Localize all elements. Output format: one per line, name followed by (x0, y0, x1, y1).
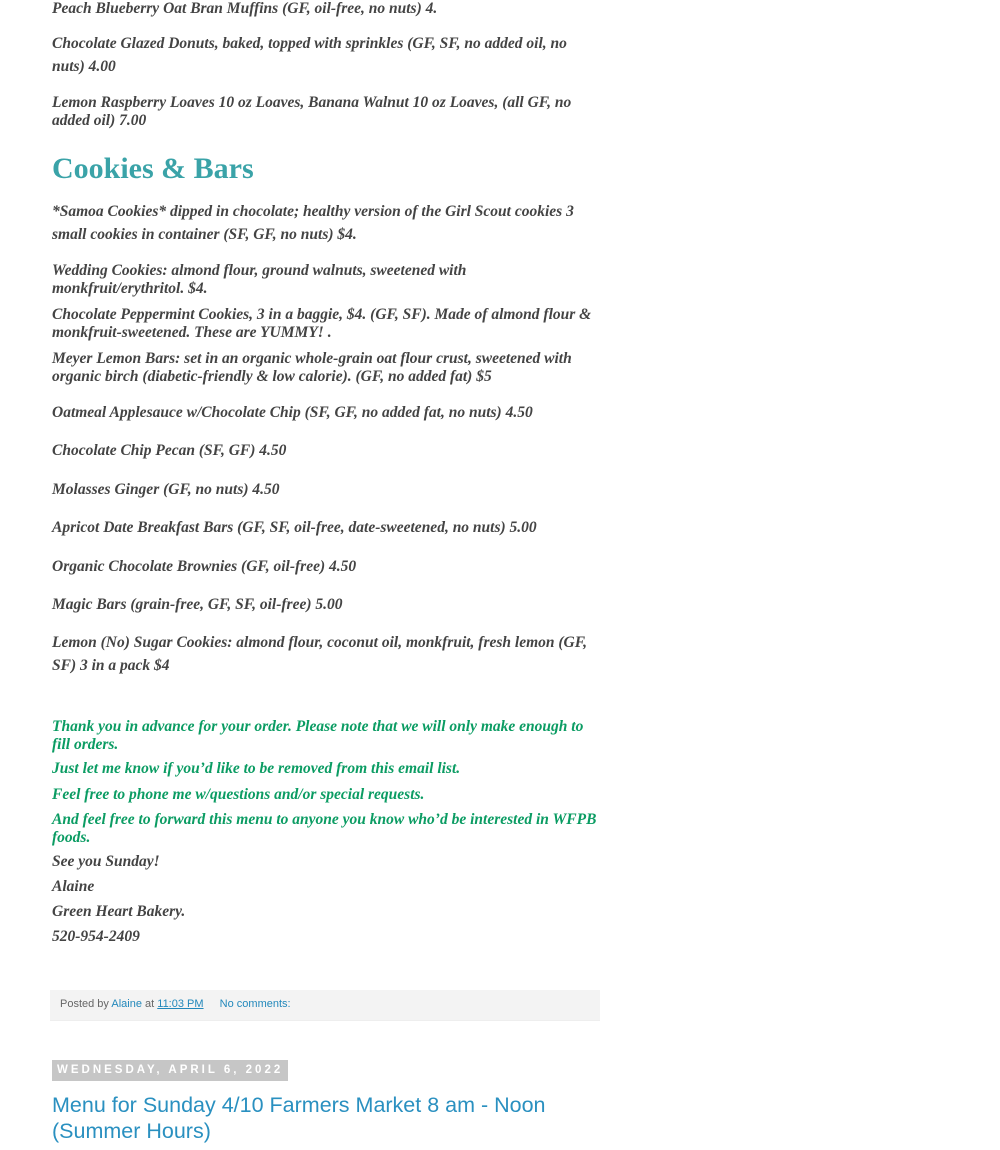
menu-item: Magic Bars (grain-free, GF, SF, oil-free) 5.00 (52, 596, 343, 613)
signoff-line: See you Sunday! (52, 853, 160, 870)
menu-item: Oatmeal Applesauce w/Chocolate Chip (SF, GF, no added fat, no nuts) 4.50 (52, 404, 533, 421)
closing-note-removal: Just let me know if you’d like to be removed from this email list. (52, 760, 461, 777)
menu-item-donuts: Chocolate Glazed Donuts, baked, topped with sprinkles (GF, SF, no added oil, no nuts) 4.00 (52, 35, 567, 75)
menu-item: Chocolate Peppermint Cookies, 3 in a baggie, $4. (GF, SF). Made of almond flour & monkfruit-sweetened. These are YUMMY! . (52, 306, 592, 341)
menu-item: Chocolate Chip Pecan (SF, GF) 4.50 (52, 442, 287, 459)
menu-item: Molasses Ginger (GF, no nuts) 4.50 (52, 481, 280, 498)
date-header-text: WEDNESDAY, APRIL 6, 2022 (57, 1064, 284, 1076)
post-footer (50, 990, 600, 1021)
date-header (52, 1060, 288, 1081)
closing-note-forward: And feel free to forward this menu to anyone you know who’d be interested in WFPB foods. (52, 811, 597, 846)
closing-note-phone: Feel free to phone me w/questions and/or special requests. (52, 786, 425, 803)
signoff-bakery: Green Heart Bakery. (52, 903, 186, 920)
menu-item: Meyer Lemon Bars: set in an organic whole-grain oat flour crust, sweetened with organic birch (diabetic-friendly & low calorie). (GF, no added fat) $5 (52, 350, 572, 385)
section-heading-cookies-bars: Cookies & Bars (52, 152, 254, 185)
author-link[interactable]: Alaine (111, 998, 142, 1010)
menu-item: Organic Chocolate Brownies (GF, oil-free) 4.50 (52, 558, 357, 575)
signoff-name: Alaine (52, 878, 95, 895)
menu-item: Wedding Cookies: almond flour, ground walnuts, sweetened with monkfruit/erythritol. $4. (52, 262, 467, 297)
posted-by-label: Posted by (60, 998, 109, 1010)
menu-item-muffins: Peach Blueberry Oat Bran Muffins (GF, oil-free, no nuts) 4. (52, 0, 438, 17)
post-timestamp-link[interactable]: 11:03 PM (157, 998, 204, 1010)
closing-note-thank-you: Thank you in advance for your order. Please note that we will only make enough to fill orders. (52, 718, 584, 753)
signoff-phone: 520-954-2409 (52, 928, 140, 945)
at-label: at (145, 998, 155, 1010)
menu-item-loaves: Lemon Raspberry Loaves 10 oz Loaves, Banana Walnut 10 oz Loaves, (all GF, no added oil) 7.00 (52, 94, 572, 129)
menu-item: Apricot Date Breakfast Bars (GF, SF, oil-free, date-sweetened, no nuts) 5.00 (52, 519, 537, 536)
menu-item: Lemon (No) Sugar Cookies: almond flour, coconut oil, monkfruit, fresh lemon (GF, SF) 3 in a pack $4 (52, 634, 587, 674)
menu-item: *Samoa Cookies* dipped in chocolate; healthy version of the Girl Scout cookies 3 small cookies in container (SF, GF, no nuts) $4. (52, 203, 574, 243)
post-title-link[interactable]: Menu for Sunday 4/10 Farmers Market 8 am - Noon (Summer Hours) (52, 1093, 546, 1143)
comments-link[interactable]: No comments: (219, 998, 291, 1010)
